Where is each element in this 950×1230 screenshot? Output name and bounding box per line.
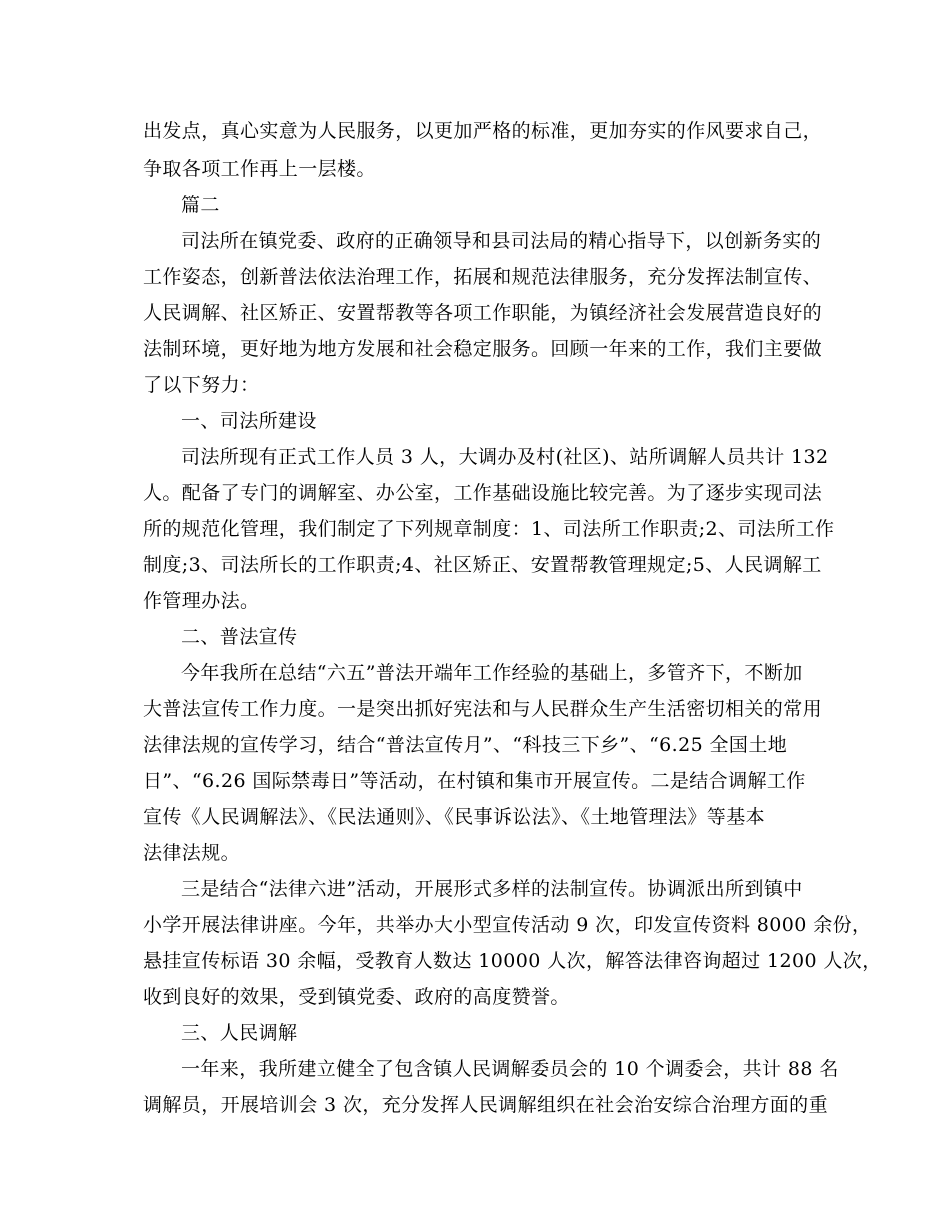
body-line-12: 所的规范化管理，我们制定了下列规章制度：1、司法所工作职责;2、司法所工作: [143, 518, 835, 540]
body-line-24: 悬挂宣传标语 30 余幅，受教育人数达 10000 人次，解答法律咨询超过 1200 人次，: [143, 950, 882, 972]
body-line-7: 法制环境，更好地为地方发展和社会稳定服务。回顾一年来的工作，我们主要做: [143, 338, 823, 360]
body-line-16: 今年我所在总结“六五”普法开端年工作经验的基础上，多管齐下，不断加: [181, 662, 803, 684]
body-line-10: 司法所现有正式工作人员 3 人，大调办及村(社区)、站所调解人员共计 132: [181, 446, 829, 468]
body-line-5: 工作姿态，创新普法依法治理工作，拓展和规范法律服务，充分发挥法制宣传、: [143, 266, 823, 288]
body-line-22: 三是结合“法律六进”活动，开展形式多样的法制宣传。协调派出所到镇中: [181, 878, 803, 900]
body-line-2: 争取各项工作再上一层楼。: [143, 158, 376, 180]
body-line-13: 制度;3、司法所长的工作职责;4、社区矫正、安置帮教管理规定;5、人民调解工: [143, 554, 822, 576]
body-line-21: 法律法规。: [143, 842, 241, 864]
body-line-6: 人民调解、社区矫正、安置帮教等各项工作职能，为镇经济社会发展营造良好的: [143, 302, 823, 324]
body-line-17: 大普法宣传工作力度。一是突出抓好宪法和与人民群众生产生活密切相关的常用: [143, 698, 823, 720]
body-line-11: 人。配备了专门的调解室、办公室，工作基础设施比较完善。为了逐步实现司法: [143, 482, 823, 504]
section-heading-3: 三、人民调解: [181, 1022, 298, 1044]
body-line-18: 法律法规的宣传学习，结合“普法宣传月”、“科技三下乡”、“6.25 全国土地: [143, 734, 788, 756]
section-heading-2: 二、普法宣传: [181, 626, 298, 648]
section-heading-1: 一、司法所建设: [181, 410, 317, 432]
body-line-20: 宣传《人民调解法》、《民法通则》、《民事诉讼法》、《土地管理法》等基本: [143, 806, 766, 828]
body-line-25: 收到良好的效果，受到镇党委、政府的高度赞誉。: [143, 986, 570, 1008]
body-line-19: 日”、“6.26 国际禁毒日”等活动，在村镇和集市开展宣传。二是结合调解工作: [143, 770, 806, 792]
body-line-1: 出发点，真心实意为人民服务，以更加严格的标准，更加夯实的作风要求自己，: [143, 120, 823, 142]
body-line-4: 司法所在镇党委、政府的正确领导和县司法局的精心指导下，以创新务实的: [181, 230, 822, 252]
body-line-14: 作管理办法。: [143, 590, 260, 612]
body-line-23: 小学开展法律讲座。今年，共举办大小型宣传活动 9 次，印发宣传资料 8000 余份，: [143, 914, 872, 936]
section-heading-part-two: 篇二: [181, 194, 220, 216]
body-line-8: 了以下努力：: [143, 374, 260, 396]
body-line-28: 调解员，开展培训会 3 次，充分发挥人民调解组织在社会治安综合治理方面的重: [143, 1094, 828, 1116]
body-line-27: 一年来，我所建立健全了包含镇人民调解委员会的 10 个调委会，共计 88 名: [181, 1058, 839, 1080]
